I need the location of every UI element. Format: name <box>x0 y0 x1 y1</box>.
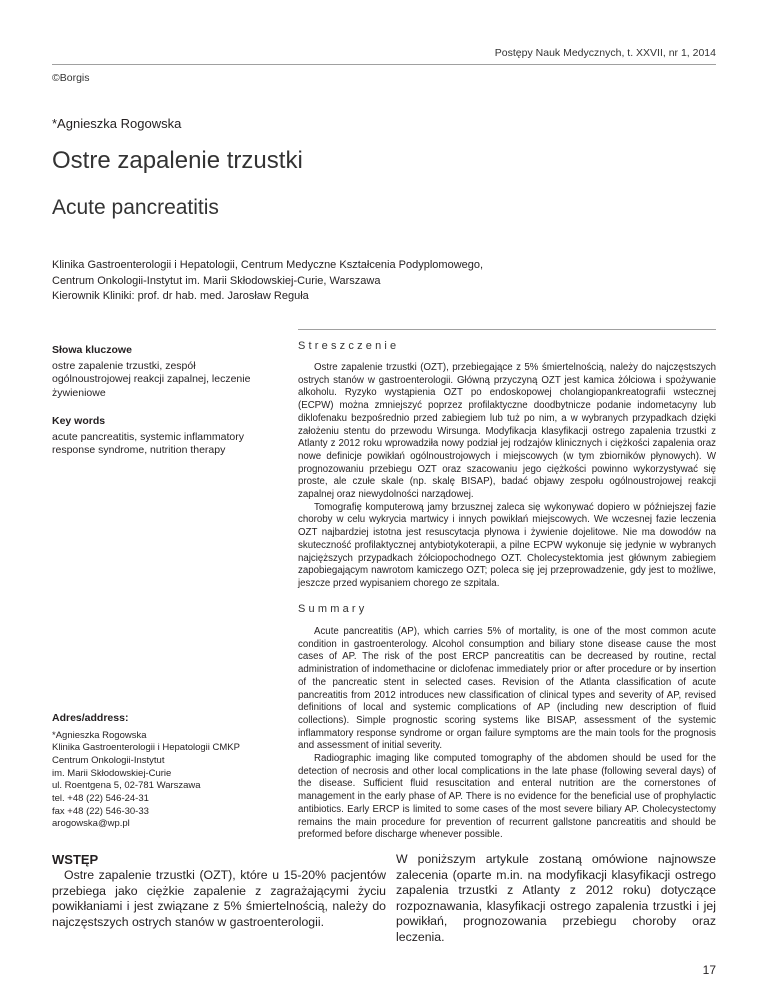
intro-paragraph: Ostre zapalenie trzustki (OZT), które u 15-20% pacjentów przebiega jako ciężkie zapalenie z zagrażającymi życiu powikłaniami i jest związane z 5% śmiertelnością, należy do najczęstszych ostrych stanów w gastroenterologii. <box>52 868 386 929</box>
intro-left-column <box>52 868 386 930</box>
title-english: Acute pancreatitis <box>52 196 219 219</box>
keywords-polish-text: ostre zapalenie trzustki, zespół ogólnoustrojowej reakcji zapalnej, leczenie żywieniowe <box>52 359 251 399</box>
affiliation-line: Klinika Gastroenterologii i Hepatologii, Centrum Medyczne Kształcenia Podyplomowego, <box>52 259 484 271</box>
abstract-paragraph: Tomografię komputerową jamy brzusznej zaleca się wykonywać dopiero w późniejszej fazie choroby w celu wykrycia martwicy i innych powikłań miejscowych. We wczesnej fazie leczenia OZT najbardziej istotna jest resuscytacja płynowa i żywienie dojelitowe. Nie ma dowodów na skuteczność profilaktycznej antybiotykoterapii, a pilne ECPW wykonuje się jedynie w wybranych najcięższych przypadkach żółciopochodnego OZT. Cholecystektomia jest głównym zabiegiem zapobiegającym nawrotom kamiczego OZT; poleca się jej przeprowadzenie, gdy jest to możliwe, jeszcze przed wypisaniem chorego ze szpitala. <box>298 501 716 589</box>
intro-paragraph: W poniższym artykule zostaną omówione najnowsze zalecenia (oparte m.in. na modyfikacji klasyfikacji ostrego zapalenia trzustki z Atlanty z 2012 roku) dotyczące rozpoznawania, klasyfikacji ostrego zapalenia trzustki i jej powikłań, prognozowania przebiegu choroby oraz leczenia. <box>396 852 716 944</box>
keywords-english-text: acute pancreatitis, systemic inflammatory response syndrome, nutrition therapy <box>52 430 244 456</box>
page-number: 17 <box>702 963 716 977</box>
abstract-divider <box>298 329 716 330</box>
address-line: im. Marii Skłodowskiej-Curie <box>52 767 172 779</box>
address-line: tel. +48 (22) 546-24-31 <box>52 793 149 805</box>
intro-heading: WSTĘP <box>52 852 99 867</box>
keywords-english-label: Key words <box>52 415 106 427</box>
address-line: Klinika Gastroenterologii i Hepatologii CMKP <box>52 742 240 754</box>
journal-header: Postępy Nauk Medycznych, t. XXVII, nr 1, 2014 <box>494 47 716 59</box>
abstract-paragraph: Radiographic imaging like computed tomography of the abdomen should be used for the detection of necrosis and other local complications in the late phase (following several days) of the disease. Sufficient fluid resuscitation and enteral nutrition are the cornerstones of management in the early phase of AP. There is no evidence for the beneficial use of prophylactic antibiotics. Early ERCP is limited to some cases of the most severe biliary AP. Cholecystectomy remains the main procedure for prevention of recurrent gallstone pancreatitis and should be preformed before discharge whenever possible. <box>298 753 716 841</box>
publisher-label: ©Borgis <box>52 72 90 84</box>
keywords-polish <box>52 344 270 400</box>
address-label: Adres/address: <box>52 712 129 724</box>
address-email: arogowska@wp.pl <box>52 818 130 830</box>
summary-heading: Summary <box>298 603 368 615</box>
address-line: Centrum Onkologii-Instytut <box>52 754 165 766</box>
affiliation-line: Centrum Onkologii-Instytut im. Marii Skłodowskiej-Curie, Warszawa <box>52 274 381 287</box>
abstract-polish <box>298 362 716 591</box>
correspondence-address <box>52 712 270 831</box>
intro-right-column <box>396 852 716 946</box>
affiliation <box>52 258 483 305</box>
keywords-english <box>52 415 270 458</box>
abstract-paragraph: Acute pancreatitis (AP), which carries 5% of mortality, is one of the most common acute condition in gastroenterology. Alcohol consumption and biliary stone disease cause the most cases of AP. The risk of the post ERCP pancreatitis can be decreased by routine, rectal administration of indomethacine or diclofenac immediately prior or after procedure or by insertion of the pancreatic stent in selected cases. Revision of the Atlanta classification of acute pancreatitis from 2012 introduces new classification of clinical types and severity of AP, revised definitions of local and systemic complications of AP (including new description of fluid collections). Simple prognostic scoring systems like BISAP, assessment of the systemic inflammatory response syndrome or organ failure symptoms are the main tools for the prognosis and assessment of initial severity. <box>298 626 716 752</box>
address-line: fax +48 (22) 546-30-33 <box>52 805 149 817</box>
author-name: *Agnieszka Rogowska <box>52 116 182 131</box>
header-divider <box>52 64 716 65</box>
title-polish: Ostre zapalenie trzustki <box>52 147 303 174</box>
abstract-english <box>298 626 716 842</box>
keywords-polish-label: Słowa kluczowe <box>52 344 132 356</box>
address-line: ul. Roentgena 5, 02-781 Warszawa <box>52 780 201 792</box>
address-line: *Agnieszka Rogowska <box>52 729 147 741</box>
affiliation-line: Kierownik Kliniki: prof. dr hab. med. Jarosław Reguła <box>52 290 309 302</box>
abstract-paragraph: Ostre zapalenie trzustki (OZT), przebiegające z 5% śmiertelnością, należy do najczęstszych ostrych stanów w gastroenterologii. Główną przyczyną OZT jest kamica żółciowa i spożywanie alkoholu. Ryzyko wystąpienia OZT po endoskopowej cholangiopankreatografii wstecznej (ECPW) można zmniejszyć poprzez profilaktyczne doodbytnicze podanie indometacyny lub diklofenaku bezpośrednio przed zabiegiem lub tuż po nim, a w wybranych przypadkach dzięki założeniu stentu do przewodu Wirsunga. Modyfikacja klasyfikacji ostrego zapalenia trzustki z Atlanty z 2012 roku wprowadziła nowy podział jej rodzajów klinicznych i ciężkości zapalenia oraz nowe definicje powikłań ogólnoustrojowych i miejscowych (w tym zbiorników płynowych). W prognozowaniu przebiegu OZT oraz szacowaniu jego ciężkości powinno wykorzystywać się proste, ale czułe skale (np. skalę BISAP), badać objawy zespołu ogólnoustrojowej reakcji zapalnej oraz niewydolności narządowej. <box>298 362 716 501</box>
streszczenie-heading: Streszczenie <box>298 340 400 352</box>
